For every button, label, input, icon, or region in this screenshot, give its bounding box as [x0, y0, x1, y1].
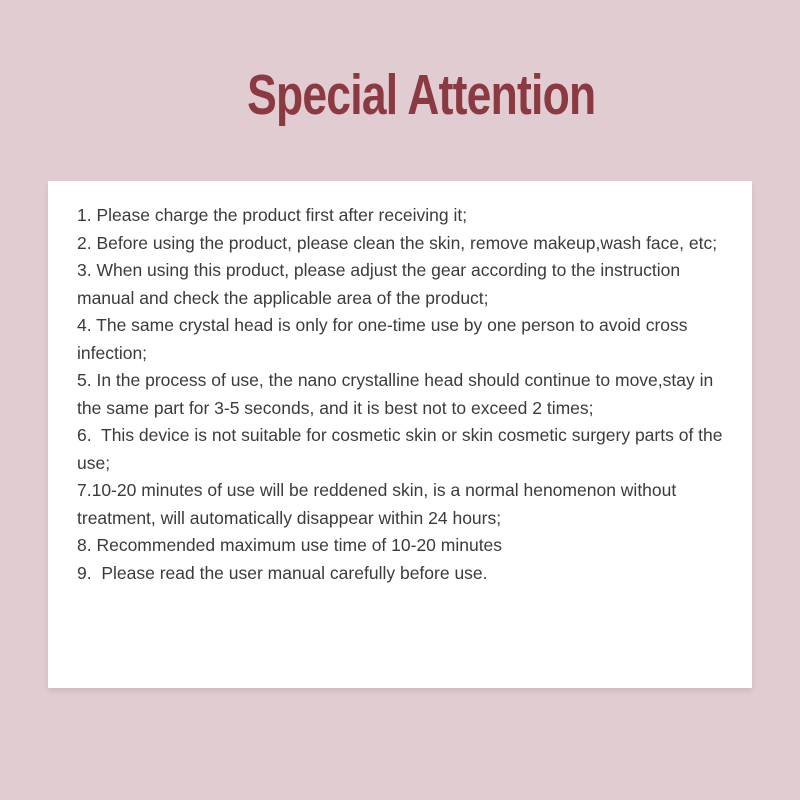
instruction-item: 5. In the process of use, the nano crystalline head should continue to move,stay in the same part for 3-5 seconds, and it is best not to exceed 2 times;	[77, 370, 719, 418]
instruction-item: 1. Please charge the product first after receiving it;	[77, 205, 468, 225]
instruction-item: 3. When using this product, please adjust the gear according to the instruction manual and check the applicable area of the product;	[77, 260, 686, 308]
page-title: Special Attention	[246, 63, 596, 127]
instruction-item: 7.10-20 minutes of use will be reddened skin, is a normal henomenon without treatment, will automatically disappear within 24 hours;	[77, 480, 682, 528]
instruction-item: 9. Please read the user manual carefully before use.	[77, 562, 488, 583]
instruction-item: 2. Before using the product, please clean the skin, remove makeup,wash face, etc;	[77, 232, 718, 253]
instructions-card	[48, 181, 752, 688]
instruction-item: 6. This device is not suitable for cosmetic skin or skin cosmetic surgery parts of the use;	[77, 425, 728, 473]
instruction-item: 8. Recommended maximum use time of 10-20 minutes	[77, 535, 503, 555]
instruction-item: 4. The same crystal head is only for one-time use by one person to avoid cross infection;	[77, 315, 693, 363]
instructions-list	[77, 202, 727, 587]
title-container	[0, 62, 800, 128]
